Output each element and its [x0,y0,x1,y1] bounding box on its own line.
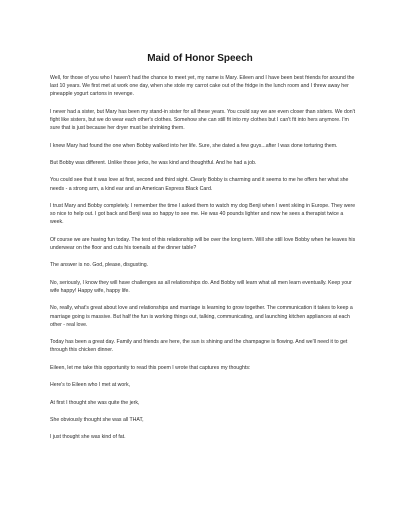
paragraph-long-term: Of course we are having fun today. The test of this relationship will be over the long term. Will she still love Bobby when he leaves his underwear on the floor and cuts his toenails at the dinner table? [50,236,356,251]
poem-line-1: Here's to Eileen who I met at work, [50,382,130,389]
paragraph-challenges: No, seriously, I know they will have challenges as all relationships do. And Bobby will learn what all men learn eventually. Keep your wife happy! Happy wife, happy life. [50,279,352,294]
paragraph-poem-intro: Eileen, let me take this opportunity to read this poem I wrote that captures my thoughts: [50,364,251,371]
poem-line-4: I just thought she was kind of fat. [50,434,126,441]
poem-line-3: She obviously thought she was all THAT, [50,416,144,423]
paragraph-intro: Well, for those of you who I haven't had the chance to meet yet, my name is Mary. Eileen and I have been best friends for around the last 10 years. We first met at work one day, when she stole my carrot cake out of the fridge in the lunch room and I threw away her pineapple yogurt cartons in revenge. [50,75,355,98]
paragraph-bobby-different: But Bobby was different. Unlike those jerks, he was kind and thoughtful. And he had a job. [50,159,257,166]
paragraph-found-the-one: I knew Mary had found the one when Bobby walked into her life. Sure, she dated a few guys...after I was done torturing them. [50,142,338,149]
page-title: Maid of Honor Speech [147,53,253,64]
paragraph-answer: The answer is no. God, please, disgusting. [50,262,149,269]
paragraph-grow-together: No, really, what's great about love and relationships and marriage is learning to grow together. The communication it takes to keep a marriage going is massive. But half the fun is working things out, talking, communicating, and launching kitchen appliances at each other - real love. [50,305,353,328]
paragraph-trust: I trust Mary and Bobby completely. I remember the time I asked them to watch my dog Benji when I went skiing in Europe. They were so nice to help out. I got back and Benji was so happy to see me. He was 40 pounds lighter and now he sees a therapist twice a week. [50,202,356,226]
paragraph-great-day: Today has been a great day. Family and friends are here, the sun is shining and the champagne is flowing. And we'll need it to get through this chicken dinner. [50,339,348,354]
speech-body [50,74,356,451]
poem-line-2: At first I thought she was quite the jerk, [50,399,140,406]
paragraph-sister: I never had a sister, but Mary has been my stand-in sister for all these years. You could say we are even closer than sisters. We don't fight like sisters, but we do wear each other's clothes. Somehow she can still fit into my clothes but I can't fit into hers anymore. I'm sure that is just because her dryer must be shrinking them. [50,108,356,132]
paragraph-love-at-first-sight: You could see that it was love at first, second and third sight. Clearly Bobby is charming and it seems to me he offers her what she needs - a strong arm, a kind ear and an American Express Black Card. [50,177,349,192]
